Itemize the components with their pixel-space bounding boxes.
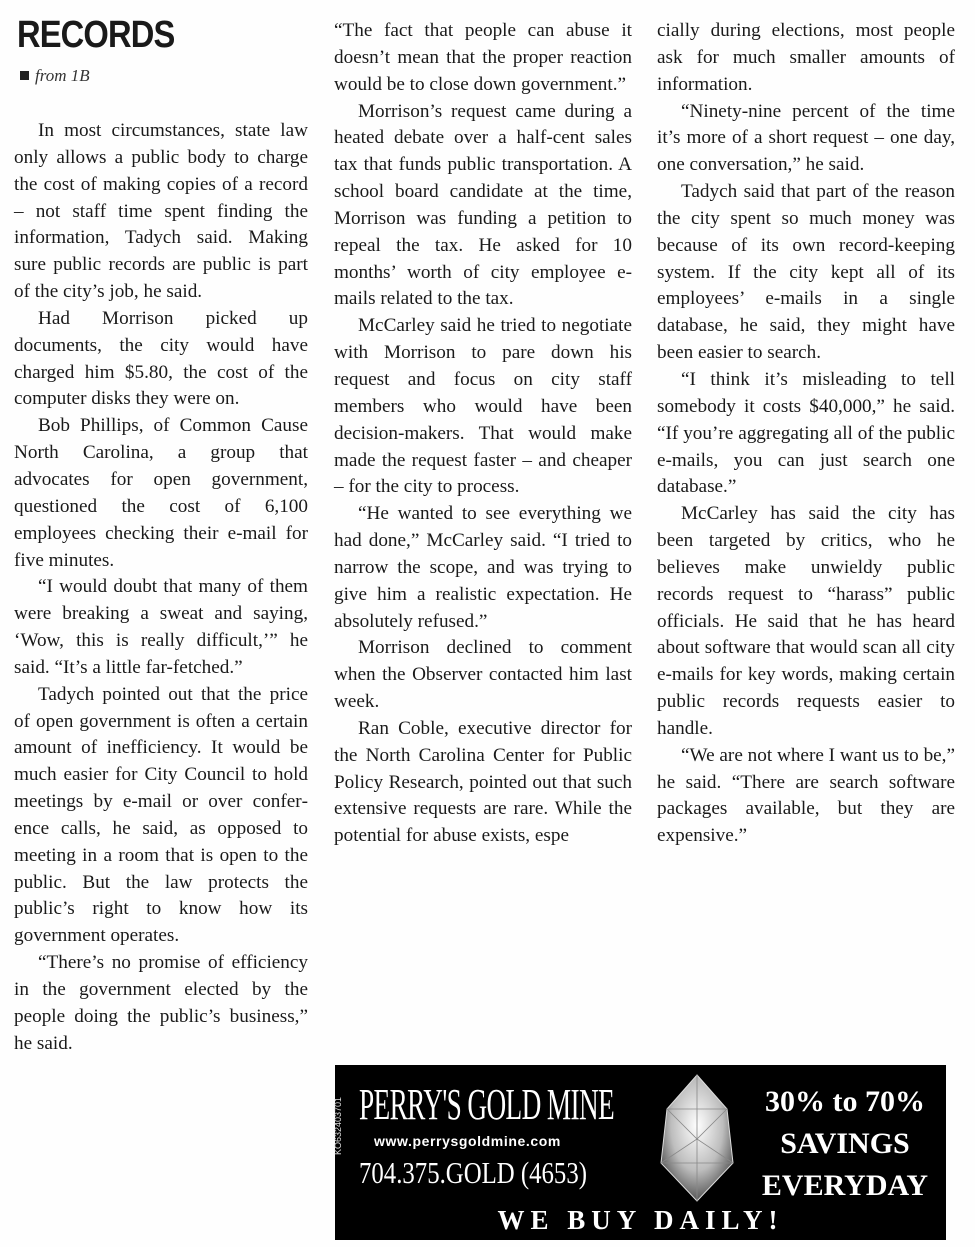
paragraph: Morrison’s request came during a heated debate over a half-cent sales tax that funds public transportation. A school board candidate at the time, Morrison was funding a petition to repeal the tax. He asked for 10 months’ worth of city employee e-mails related to the tax.: [334, 100, 632, 310]
paragraph: “I would doubt that many of them were breaking a sweat and saying, ‘Wow, this is really difficult,’” he said. “It’s a little far-fetched.”: [14, 576, 308, 678]
paragraph: McCarley said he tried to negotiate with Morrison to pare down his request and focus on city staff members who would have been decision-makers. That would make made the request faster – and cheaper – for the city to process.: [334, 315, 632, 498]
paragraph: Ran Coble, executive director for the North Carolina Center for Public Policy Research, pointed out that such extensive requests are rare. While the potential for abuse exists, espe: [334, 717, 632, 847]
ad-savings: [755, 1081, 935, 1207]
paragraph: Had Morrison picked up documents, the city would have charged him $5.80, the cost of the computer disks they were on.: [14, 307, 308, 410]
ad-phone: 704.375.GOLD (4653): [359, 1155, 587, 1190]
paragraph: “I think it’s misleading to tell somebody it costs $40,000,” he said. “If you’re aggregating all of the public e-mails, you can just search one database.”: [657, 368, 955, 498]
article-column-1: [14, 118, 308, 1058]
paragraph: Bob Phillips, of Common Cause North Carolina, a group that advocates for open government, questioned the cost of 6,100 employees checking their e-mail for five minutes.: [14, 415, 308, 571]
ad-url: www.perrysgoldmine.com: [374, 1133, 561, 1149]
ad-savings-line: SAVINGS: [780, 1127, 910, 1160]
diamond-icon: [649, 1071, 745, 1205]
ad-savings-line: EVERYDAY: [761, 1169, 929, 1202]
ad-code: KO632403701: [333, 1096, 343, 1155]
paragraph-continued: cially during elections, most people ask for much smaller amounts of information.: [657, 20, 955, 95]
article-column-2: [334, 18, 632, 850]
jump-from-text: from 1B: [35, 66, 90, 85]
paragraph: Tadych said that part of the reason the city spent so much money was because of its own record-keeping system. If the city kept all of its employees’ e-mails in a single database, he said, they might have been easier to search.: [657, 181, 955, 364]
paragraph: “He wanted to see everything we had done,” McCarley said. “I tried to narrow the scope, and was trying to give him a realistic expectation. He absolutely refused.”: [334, 503, 632, 632]
article-column-3: [657, 18, 955, 850]
ad-business-name: PERRY'S GOLD MINE: [359, 1080, 615, 1129]
jump-line: [20, 66, 90, 86]
paragraph: “We are not where I want us to be,” he said. “There are search software packages available, but they are expensive.”: [657, 744, 955, 847]
article-headline: RECORDS: [17, 14, 175, 56]
paragraph: Morrison declined to comment when the Observer contacted him last week.: [334, 637, 632, 713]
paragraph: In most circumstances, state law only allows a public body to charge the cost of making copies of a record – not staff time spent finding the information, Tadych said. Making sure public records are public is part of the city’s job, he said.: [14, 120, 308, 303]
bullet-square-icon: [20, 71, 29, 80]
paragraph: “Ninety-nine percent of the time it’s more of a short request – one day, one conversation,” he said.: [657, 100, 955, 176]
ad-tagline: WE BUY DAILY!: [497, 1205, 784, 1235]
advertisement: [335, 1065, 946, 1240]
ad-savings-line: 30% to 70%: [765, 1085, 925, 1118]
paragraph-continued: “The fact that people can abuse it doesn’t mean that the proper reaction would be to close down government.”: [334, 20, 632, 95]
paragraph: McCarley has said the city has been targeted by critics, who he believes make unwieldy public records request to “harass” public officials. He said that he has heard about software that would scan all city e-mails for key words, making certain public records requests easier to handle.: [657, 503, 955, 739]
paragraph: “There’s no promise of efficiency in the government elected by the people doing the public’s business,” he said.: [14, 952, 308, 1054]
paragraph: Tadych pointed out that the price of open government is often a certain amount of inefficiency. It would be much easier for City Council to hold meetings by e-mail or over conference calls, he said, as opposed to meeting in a room that is open to the public. But the law protects the public’s right to know how its government operates.: [14, 683, 308, 947]
